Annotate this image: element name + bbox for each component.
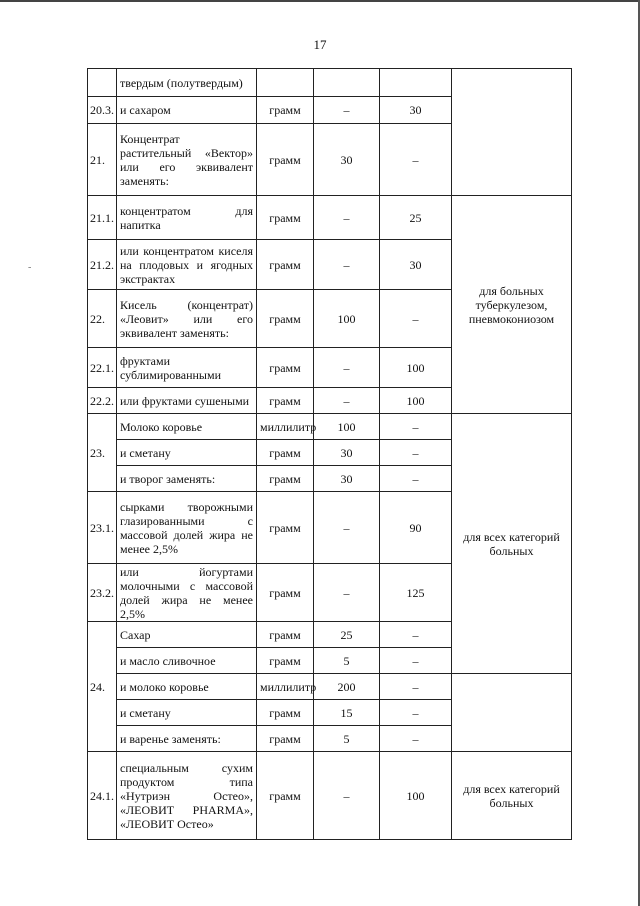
- row-number: 20.3.: [88, 97, 117, 124]
- replacement-quantity-cell: 90: [380, 492, 452, 564]
- unit-cell: грамм: [257, 290, 314, 348]
- quantity-cell: 5: [314, 648, 380, 674]
- table-row: [88, 752, 572, 840]
- row-number: 22.: [88, 290, 117, 348]
- product-name: или йогуртами молочными с массовой долей жира не менее 2,5%: [117, 564, 257, 622]
- replacement-quantity-cell: –: [380, 414, 452, 440]
- product-name: специальным сухим продуктом типа «Нутриэн Остео», «ЛЕОВИТ PHARMA», «ЛЕОВИТ Остео»: [117, 752, 257, 840]
- quantity-cell: –: [314, 564, 380, 622]
- unit-cell: грамм: [257, 564, 314, 622]
- product-name: Кисель (концентрат) «Леовит» или его эквивалент заменять:: [117, 290, 257, 348]
- product-name: и варенье заменять:: [117, 726, 257, 752]
- unit-cell: миллилитр: [257, 674, 314, 700]
- quantity-cell: –: [314, 388, 380, 414]
- replacement-quantity-cell: 100: [380, 388, 452, 414]
- replacement-quantity-cell: –: [380, 440, 452, 466]
- quantity-cell: 5: [314, 726, 380, 752]
- quantity-cell: –: [314, 97, 380, 124]
- product-name: и сахаром: [117, 97, 257, 124]
- unit-cell: миллилитр: [257, 414, 314, 440]
- unit-cell: [257, 69, 314, 97]
- scan-artifact: -: [28, 262, 32, 273]
- quantity-cell: –: [314, 348, 380, 388]
- table-row: [88, 414, 572, 440]
- row-number: [88, 69, 117, 97]
- row-number: 24.: [88, 622, 117, 752]
- row-number: 22.2.: [88, 388, 117, 414]
- product-name: и сметану: [117, 700, 257, 726]
- row-number: 23.: [88, 414, 117, 492]
- unit-cell: грамм: [257, 648, 314, 674]
- unit-cell: грамм: [257, 466, 314, 492]
- quantity-cell: 100: [314, 290, 380, 348]
- product-name: и масло сливочное: [117, 648, 257, 674]
- unit-cell: грамм: [257, 196, 314, 240]
- replacement-quantity-cell: –: [380, 648, 452, 674]
- quantity-cell: –: [314, 752, 380, 840]
- product-name: Сахар: [117, 622, 257, 648]
- product-name: или фруктами сушеными: [117, 388, 257, 414]
- unit-cell: грамм: [257, 124, 314, 196]
- ration-table: [87, 68, 572, 840]
- unit-cell: грамм: [257, 348, 314, 388]
- replacement-quantity-cell: –: [380, 466, 452, 492]
- quantity-cell: 25: [314, 622, 380, 648]
- note-cell: для всех категорий больных: [452, 414, 572, 674]
- row-number: 23.2.: [88, 564, 117, 622]
- unit-cell: грамм: [257, 440, 314, 466]
- table-row: [88, 700, 572, 726]
- row-number: 24.1.: [88, 752, 117, 840]
- quantity-cell: 30: [314, 466, 380, 492]
- product-name: концентратом для напитка: [117, 196, 257, 240]
- unit-cell: грамм: [257, 240, 314, 290]
- unit-cell: грамм: [257, 622, 314, 648]
- product-name: твердым (полутвердым): [117, 69, 257, 97]
- product-name: сырками творожными глазированными с массовой долей жира не менее 2,5%: [117, 492, 257, 564]
- replacement-quantity-cell: –: [380, 124, 452, 196]
- note-cell-empty: [452, 69, 572, 196]
- replacement-quantity-cell: 125: [380, 564, 452, 622]
- product-name: и молоко коровье: [117, 674, 257, 700]
- unit-cell: грамм: [257, 97, 314, 124]
- table-row: [88, 69, 572, 97]
- replacement-quantity-cell: 30: [380, 97, 452, 124]
- replacement-quantity-cell: 30: [380, 240, 452, 290]
- quantity-cell: 30: [314, 440, 380, 466]
- product-name: Молоко коровье: [117, 414, 257, 440]
- unit-cell: грамм: [257, 700, 314, 726]
- unit-cell: грамм: [257, 492, 314, 564]
- unit-cell: грамм: [257, 726, 314, 752]
- quantity-cell: –: [314, 240, 380, 290]
- row-number: 23.1.: [88, 492, 117, 564]
- row-number: 21.1.: [88, 196, 117, 240]
- replacement-quantity-cell: –: [380, 726, 452, 752]
- product-name: и сметану: [117, 440, 257, 466]
- quantity-cell: [314, 69, 380, 97]
- replacement-quantity-cell: [380, 69, 452, 97]
- quantity-cell: 200: [314, 674, 380, 700]
- quantity-cell: 15: [314, 700, 380, 726]
- product-name: и творог заменять:: [117, 466, 257, 492]
- quantity-cell: 30: [314, 124, 380, 196]
- replacement-quantity-cell: –: [380, 700, 452, 726]
- note-cell: для больных туберкулезом, пневмокониозом: [452, 196, 572, 414]
- replacement-quantity-cell: 25: [380, 196, 452, 240]
- replacement-quantity-cell: –: [380, 290, 452, 348]
- replacement-quantity-cell: –: [380, 674, 452, 700]
- product-name: Концентрат растительный «Вектор» или его эквивалент заменять:: [117, 124, 257, 196]
- replacement-quantity-cell: –: [380, 622, 452, 648]
- table-row: [88, 726, 572, 752]
- unit-cell: грамм: [257, 752, 314, 840]
- quantity-cell: –: [314, 196, 380, 240]
- note-cell: для всех категорий больных: [452, 752, 572, 840]
- product-name: фруктами сублимированными: [117, 348, 257, 388]
- product-name: или концентратом киселя на плодовых и ягодных экстрактах: [117, 240, 257, 290]
- scan-edge: [0, 0, 640, 2]
- replacement-quantity-cell: 100: [380, 348, 452, 388]
- row-number: 21.: [88, 124, 117, 196]
- table-row: [88, 674, 572, 700]
- row-number: 22.1.: [88, 348, 117, 388]
- row-number: 21.2.: [88, 240, 117, 290]
- quantity-cell: –: [314, 492, 380, 564]
- replacement-quantity-cell: 100: [380, 752, 452, 840]
- unit-cell: грамм: [257, 388, 314, 414]
- quantity-cell: 100: [314, 414, 380, 440]
- table-row: [88, 196, 572, 240]
- page-number: 17: [313, 37, 327, 52]
